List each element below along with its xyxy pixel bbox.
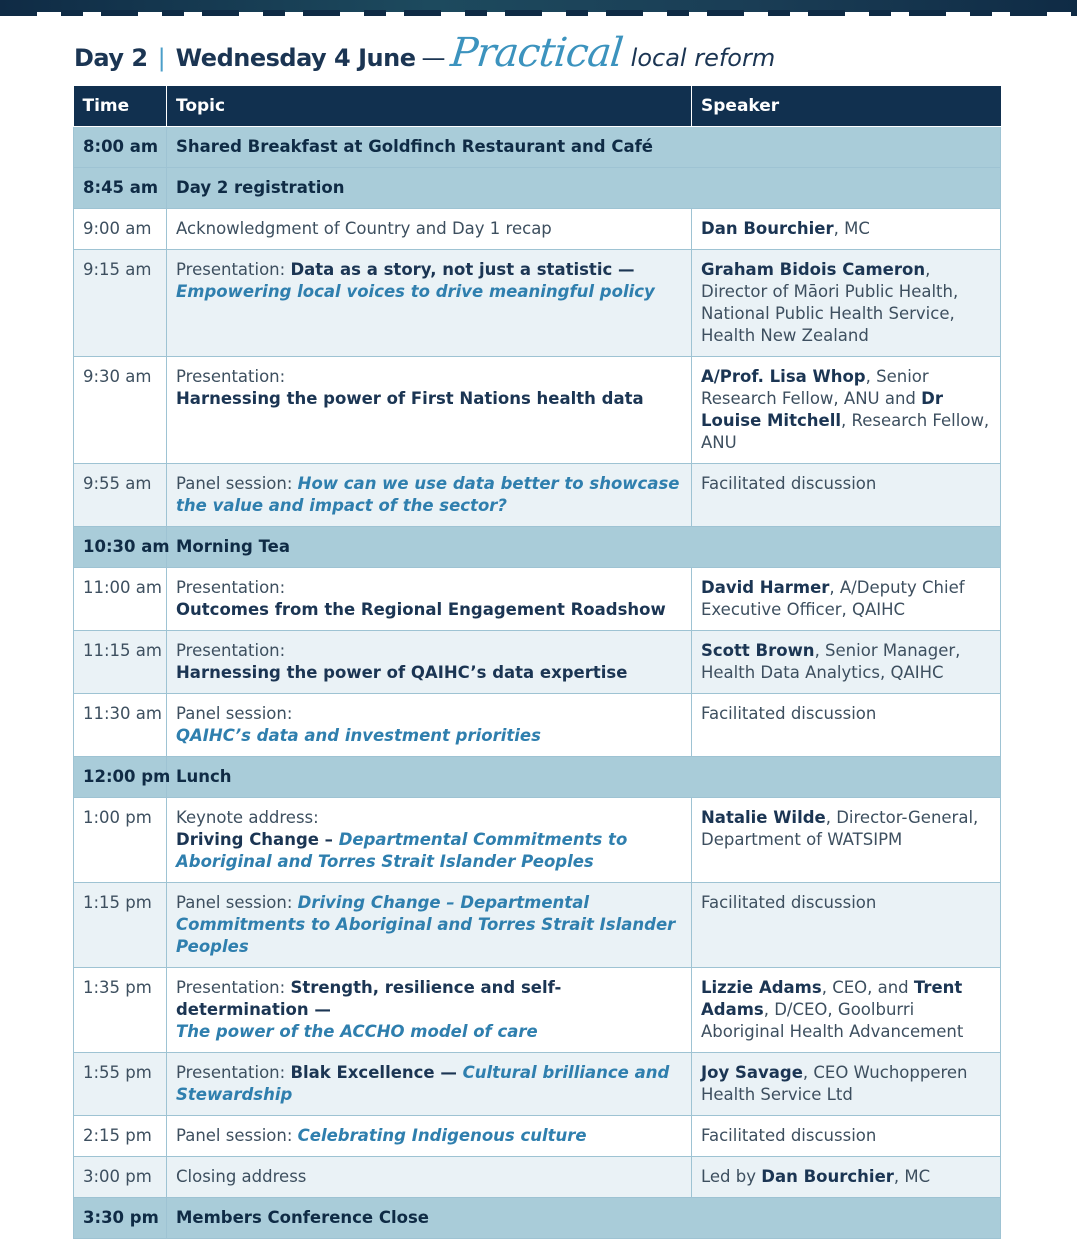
speaker-name: Dan Bourchier: [761, 1167, 894, 1186]
agenda-session-row: [74, 1116, 1001, 1157]
row-speaker: [692, 631, 1001, 694]
speaker-text: Facilitated discussion: [701, 704, 877, 723]
row-time: 1:55 pm: [74, 1053, 167, 1116]
row-topic: [167, 568, 692, 631]
row-topic: [167, 464, 692, 527]
row-time: 8:00 am: [74, 127, 167, 168]
topic-label: Acknowledgment of Country and Day 1 recap: [176, 219, 552, 238]
speaker-role: , Director-General, Department of WATSIPM: [701, 808, 979, 849]
topic-highlight: Departmental Commitments to Aboriginal and Torres Strait Islander Peoples: [176, 830, 628, 871]
topic-label: Presentation:: [176, 641, 286, 660]
decorative-top-band: [0, 0, 1077, 12]
row-topic: [167, 694, 692, 757]
topic-title: Data as a story, not just a statistic —: [290, 260, 635, 279]
topic-highlight: Celebrating Indigenous culture: [297, 1126, 587, 1145]
agenda-header-row: [74, 86, 1001, 127]
row-time: 11:00 am: [74, 568, 167, 631]
speaker-text: Facilitated discussion: [701, 893, 877, 912]
row-topic: [167, 1053, 692, 1116]
speaker-role: , D/CEO, Goolburri Aboriginal Health Advancement: [701, 1000, 964, 1041]
topic-label: Keynote address:: [176, 808, 319, 827]
agenda-session-row: [74, 209, 1001, 250]
row-speaker: [692, 568, 1001, 631]
row-speaker: [692, 883, 1001, 968]
agenda-table: [73, 86, 1001, 1239]
speaker-role: , Director of Māori Public Health, National Public Health Service, Health New Zealand: [701, 260, 959, 345]
row-time: 10:30 am: [74, 527, 167, 568]
heading-date: Wednesday 4 June: [175, 44, 416, 72]
topic-highlight: QAIHC’s data and investment priorities: [176, 726, 541, 745]
topic-highlight: Driving Change – Departmental Commitments to Aboriginal and Torres Strait Islander Peoples: [176, 893, 676, 956]
agenda-break-row: [74, 527, 1001, 568]
agenda-break-row: [74, 757, 1001, 798]
agenda-body: [74, 127, 1001, 1239]
row-topic: [167, 250, 692, 357]
row-time: 9:15 am: [74, 250, 167, 357]
row-speaker: [692, 1157, 1001, 1198]
topic-title: Strength, resilience and self-determination —: [176, 978, 562, 1019]
agenda-break-row: [74, 1198, 1001, 1239]
agenda-session-row: [74, 250, 1001, 357]
row-topic: [167, 1157, 692, 1198]
topic-label: Panel session:: [176, 1126, 298, 1145]
speaker-name: Lizzie Adams: [701, 978, 822, 997]
agenda-break-row: [74, 127, 1001, 168]
agenda-session-row: [74, 1053, 1001, 1116]
topic-label: Presentation:: [176, 978, 291, 997]
agenda-session-row: [74, 568, 1001, 631]
header-time: Time: [74, 86, 167, 127]
row-topic: [167, 968, 692, 1053]
agenda-session-row: [74, 798, 1001, 883]
topic-title: Outcomes from the Regional Engagement Roadshow: [176, 600, 666, 619]
row-break-title: Lunch: [167, 757, 1001, 798]
row-time: 1:15 pm: [74, 883, 167, 968]
topic-title: Harnessing the power of First Nations health data: [176, 389, 644, 408]
row-speaker: [692, 968, 1001, 1053]
topic-label: Presentation:: [176, 260, 291, 279]
speaker-name: Natalie Wilde: [701, 808, 826, 827]
speaker-name: Scott Brown: [701, 641, 815, 660]
row-speaker: [692, 1053, 1001, 1116]
agenda-session-row: [74, 968, 1001, 1053]
agenda-session-row: [74, 1157, 1001, 1198]
row-speaker: [692, 1116, 1001, 1157]
agenda-break-row: [74, 168, 1001, 209]
speaker-name: David Harmer: [701, 578, 830, 597]
heading-theme-tail: local reform: [630, 44, 776, 72]
row-time: 3:00 pm: [74, 1157, 167, 1198]
decorative-script-fragment: [70, 1186, 210, 1200]
header-topic: Topic: [167, 86, 692, 127]
topic-label: Presentation:: [176, 367, 286, 386]
row-topic: [167, 631, 692, 694]
speaker-role: , Senior Manager, Health Data Analytics, QAIHC: [701, 641, 961, 682]
agenda-session-row: [74, 357, 1001, 464]
speaker-role: , Senior Research Fellow, ANU and: [701, 367, 929, 408]
row-speaker: [692, 209, 1001, 250]
agenda-session-row: [74, 631, 1001, 694]
topic-title: Blak Excellence —: [290, 1063, 463, 1082]
row-topic: [167, 1116, 692, 1157]
row-time: 12:00 pm: [74, 757, 167, 798]
row-time: 2:15 pm: [74, 1116, 167, 1157]
row-time: 3:30 pm: [74, 1198, 167, 1239]
row-speaker: [692, 694, 1001, 757]
heading-day: Day 2: [74, 44, 148, 72]
speaker-text: Facilitated discussion: [701, 1126, 877, 1145]
topic-title: Driving Change –: [176, 830, 339, 849]
row-time: 11:30 am: [74, 694, 167, 757]
row-topic: [167, 209, 692, 250]
row-time: 11:15 am: [74, 631, 167, 694]
row-break-title: Shared Breakfast at Goldfinch Restaurant and Café: [167, 127, 1001, 168]
speaker-name: Dr Louise Mitchell: [701, 389, 943, 430]
heading-dash: —: [421, 44, 446, 72]
row-time: 8:45 am: [74, 168, 167, 209]
row-break-title: Day 2 registration: [167, 168, 1001, 209]
speaker-role: , MC: [893, 1167, 931, 1186]
topic-label: Panel session:: [176, 474, 298, 493]
speaker-name: Joy Savage: [701, 1063, 803, 1082]
topic-highlight: The power of the ACCHO model of care: [176, 1022, 538, 1041]
speaker-name: Trent Adams: [701, 978, 963, 1019]
row-topic: [167, 883, 692, 968]
header-speaker: Speaker: [692, 86, 1001, 127]
row-topic: [167, 357, 692, 464]
topic-highlight: Cultural brilliance and Stewardship: [176, 1063, 670, 1104]
topic-label: Panel session:: [176, 893, 298, 912]
heading-separator: |: [157, 44, 166, 72]
speaker-role: , CEO, and: [821, 978, 914, 997]
row-break-title: Morning Tea: [167, 527, 1001, 568]
row-speaker: [692, 357, 1001, 464]
agenda-session-row: [74, 694, 1001, 757]
speaker-name: Graham Bidois Cameron: [701, 260, 926, 279]
row-time: 9:30 am: [74, 357, 167, 464]
speaker-name: A/Prof. Lisa Whop: [701, 367, 866, 386]
row-speaker: [692, 464, 1001, 527]
speaker-role: , A/Deputy Chief Executive Officer, QAIHC: [701, 578, 965, 619]
speaker-role: , CEO Wuchopperen Health Service Ltd: [701, 1063, 968, 1104]
topic-label: Panel session:: [176, 704, 293, 723]
row-time: 9:00 am: [74, 209, 167, 250]
row-time: 1:35 pm: [74, 968, 167, 1053]
speaker-text: Facilitated discussion: [701, 474, 877, 493]
topic-title: Harnessing the power of QAIHC’s data expertise: [176, 663, 628, 682]
topic-label: Presentation:: [176, 1063, 291, 1082]
agenda-session-row: [74, 883, 1001, 968]
topic-highlight: Empowering local voices to drive meaningful policy: [176, 282, 655, 301]
row-break-title: Members Conference Close: [167, 1198, 1001, 1239]
speaker-role: , Research Fellow, ANU: [701, 411, 990, 452]
row-time: 1:00 pm: [74, 798, 167, 883]
heading-theme-script: Practical: [449, 30, 626, 76]
row-speaker: [692, 250, 1001, 357]
speaker-role: , MC: [833, 219, 870, 238]
speaker-prefix: Led by: [701, 1167, 762, 1186]
page-heading: [74, 30, 775, 82]
topic-label: Presentation:: [176, 578, 286, 597]
row-speaker: [692, 798, 1001, 883]
row-time: 9:55 am: [74, 464, 167, 527]
agenda-session-row: [74, 464, 1001, 527]
row-topic: [167, 798, 692, 883]
topic-label: Closing address: [176, 1167, 307, 1186]
speaker-name: Dan Bourchier: [701, 219, 834, 238]
topic-highlight: How can we use data better to showcase the value and impact of the sector?: [176, 474, 680, 515]
